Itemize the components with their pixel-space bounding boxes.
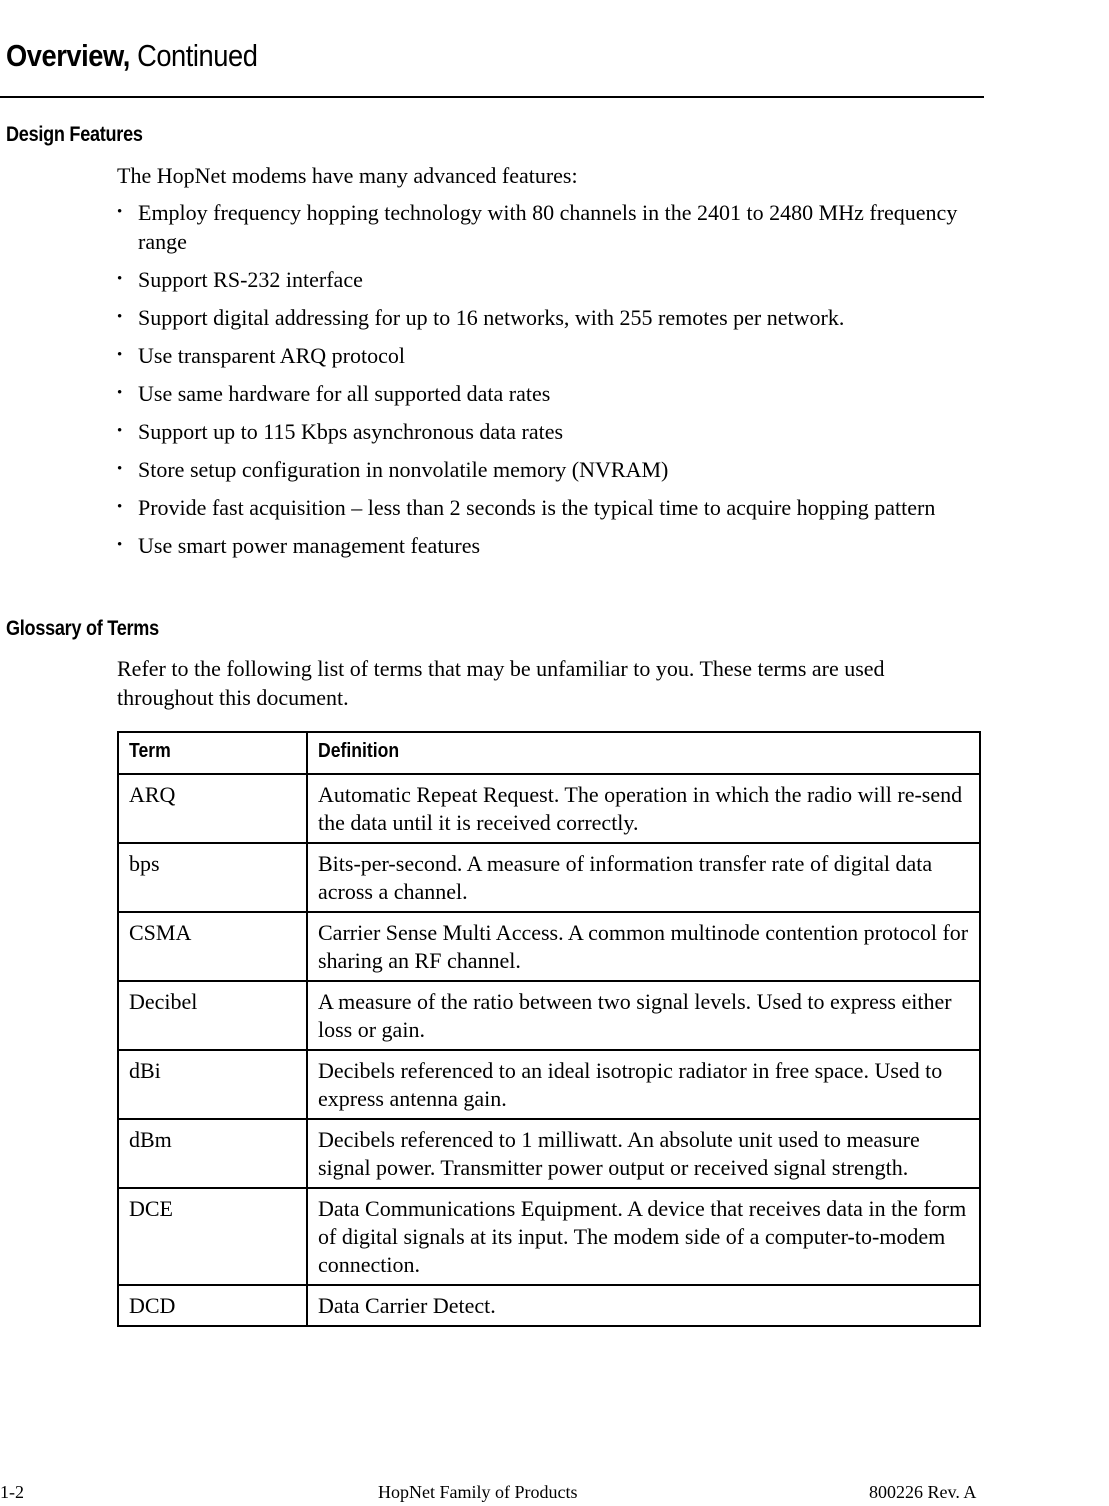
feature-text: Use smart power management features bbox=[138, 533, 481, 558]
table-header-row bbox=[118, 732, 980, 774]
feature-text: Use transparent ARQ protocol bbox=[138, 343, 405, 368]
design-features-intro: The HopNet modems have many advanced features: bbox=[117, 163, 578, 188]
feature-text: Provide fast acquisition – less than 2 seconds is the typical time to acquire hopping pattern bbox=[138, 495, 936, 520]
term-cell: dBi bbox=[118, 1050, 307, 1119]
definition-cell: Decibels referenced to an ideal isotropic radiator in free space. Used to express antenna gain. bbox=[307, 1050, 980, 1119]
term-cell: DCD bbox=[118, 1285, 307, 1326]
bullet-icon: • bbox=[117, 461, 123, 477]
glossary-table bbox=[117, 731, 981, 1327]
feature-text: Store setup configuration in nonvolatile memory (NVRAM) bbox=[138, 457, 669, 482]
list-item bbox=[117, 455, 979, 484]
bullet-icon: • bbox=[117, 271, 123, 287]
bullet-icon: • bbox=[117, 499, 123, 515]
term-cell: Decibel bbox=[118, 981, 307, 1050]
page-title-bold: Overview, bbox=[6, 38, 130, 73]
term-cell: dBm bbox=[118, 1119, 307, 1188]
term-cell: bps bbox=[118, 843, 307, 912]
list-item bbox=[117, 198, 979, 256]
list-item bbox=[117, 265, 979, 294]
column-header-definition-label: Definition bbox=[318, 740, 400, 762]
page-title bbox=[6, 38, 257, 74]
definition-cell: Carrier Sense Multi Access. A common multinode contention protocol for sharing an RF channel. bbox=[307, 912, 980, 981]
feature-text: Support up to 115 Kbps asynchronous data rates bbox=[138, 419, 564, 444]
definition-cell: Data Carrier Detect. bbox=[307, 1285, 980, 1326]
term-cell: CSMA bbox=[118, 912, 307, 981]
feature-list bbox=[117, 198, 979, 569]
feature-text: Support digital addressing for up to 16 networks, with 255 remotes per network. bbox=[138, 305, 845, 330]
bullet-icon: • bbox=[117, 309, 123, 325]
list-item bbox=[117, 493, 979, 522]
glossary-heading: Glossary of Terms bbox=[6, 617, 159, 640]
definition-cell: Bits-per-second. A measure of information transfer rate of digital data across a channel. bbox=[307, 843, 980, 912]
feature-text: Use same hardware for all supported data rates bbox=[138, 381, 551, 406]
list-item bbox=[117, 417, 979, 446]
glossary-intro: Refer to the following list of terms that may be unfamiliar to you. These terms are used throughout this document. bbox=[117, 656, 885, 710]
table-row bbox=[118, 774, 980, 843]
list-item bbox=[117, 303, 979, 332]
definition-cell: Automatic Repeat Request. The operation in which the radio will re-send the data until it is received correctly. bbox=[307, 774, 980, 843]
table-row bbox=[118, 981, 980, 1050]
table-row bbox=[118, 843, 980, 912]
bullet-icon: • bbox=[117, 204, 123, 220]
footer-revision: 800226 Rev. A bbox=[869, 1482, 977, 1502]
table-row bbox=[118, 1285, 980, 1326]
table-row bbox=[118, 1050, 980, 1119]
footer-product: HopNet Family of Products bbox=[378, 1482, 578, 1502]
term-cell: ARQ bbox=[118, 774, 307, 843]
definition-cell: Decibels referenced to 1 milliwatt. An absolute unit used to measure signal power. Transmitter power output or received signal strength. bbox=[307, 1119, 980, 1188]
page-title-rest: Continued bbox=[129, 38, 258, 73]
column-header-term-label: Term bbox=[129, 740, 171, 762]
feature-text: Employ frequency hopping technology with 80 channels in the 2401 to 2480 MHz frequency range bbox=[138, 200, 958, 254]
column-header-definition bbox=[307, 732, 980, 774]
bullet-icon: • bbox=[117, 423, 123, 439]
list-item bbox=[117, 341, 979, 370]
term-cell: DCE bbox=[118, 1188, 307, 1285]
page-number: 1-2 bbox=[0, 1482, 24, 1502]
definition-cell: Data Communications Equipment. A device that receives data in the form of digital signals at its input. The modem side of a computer-to-modem connection. bbox=[307, 1188, 980, 1285]
feature-text: Support RS-232 interface bbox=[138, 267, 363, 292]
design-features-heading: Design Features bbox=[6, 123, 143, 146]
table-row bbox=[118, 1119, 980, 1188]
title-divider bbox=[0, 96, 984, 98]
bullet-icon: • bbox=[117, 347, 123, 363]
list-item bbox=[117, 379, 979, 408]
bullet-icon: • bbox=[117, 385, 123, 401]
bullet-icon: • bbox=[117, 537, 123, 553]
list-item bbox=[117, 531, 979, 560]
table-row bbox=[118, 912, 980, 981]
definition-cell: A measure of the ratio between two signal levels. Used to express either loss or gain. bbox=[307, 981, 980, 1050]
table-row bbox=[118, 1188, 980, 1285]
column-header-term bbox=[118, 732, 307, 774]
